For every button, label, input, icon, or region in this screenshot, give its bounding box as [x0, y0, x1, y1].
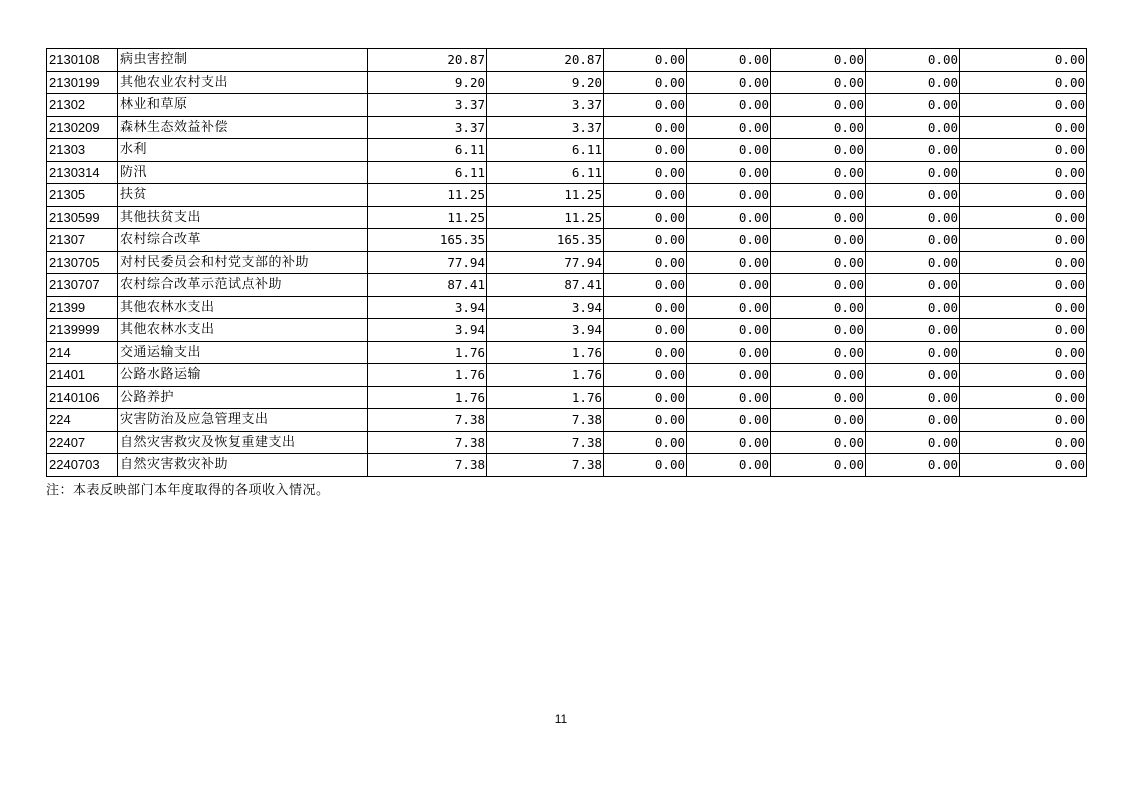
subject-name-cell: 自然灾害救灾及恢复重建支出: [118, 431, 368, 454]
amount-cell: 0.00: [771, 229, 866, 252]
amount-cell: 7.38: [368, 431, 487, 454]
income-table-body: [47, 49, 1087, 477]
amount-cell: 77.94: [368, 251, 487, 274]
amount-cell: 0.00: [866, 364, 960, 387]
subject-code-cell: 2140106: [47, 386, 118, 409]
amount-cell: 1.76: [368, 364, 487, 387]
subject-name-cell: 森林生态效益补偿: [118, 116, 368, 139]
table-row: [47, 364, 1087, 387]
amount-cell: 0.00: [687, 319, 771, 342]
amount-cell: 0.00: [960, 364, 1087, 387]
subject-code-cell: 2130705: [47, 251, 118, 274]
amount-cell: 0.00: [960, 49, 1087, 72]
amount-cell: 0.00: [687, 386, 771, 409]
income-table: [46, 48, 1087, 477]
amount-cell: 0.00: [960, 71, 1087, 94]
amount-cell: 0.00: [604, 454, 687, 477]
subject-name-cell: 交通运输支出: [118, 341, 368, 364]
subject-code-cell: 2130314: [47, 161, 118, 184]
amount-cell: 3.37: [487, 94, 604, 117]
amount-cell: 0.00: [604, 341, 687, 364]
amount-cell: 0.00: [771, 274, 866, 297]
amount-cell: 0.00: [866, 139, 960, 162]
amount-cell: 0.00: [960, 139, 1087, 162]
subject-code-cell: 22407: [47, 431, 118, 454]
amount-cell: 0.00: [771, 454, 866, 477]
amount-cell: 0.00: [687, 364, 771, 387]
amount-cell: 0.00: [687, 184, 771, 207]
subject-name-cell: 其他扶贫支出: [118, 206, 368, 229]
table-row: [47, 71, 1087, 94]
amount-cell: 0.00: [771, 71, 866, 94]
amount-cell: 0.00: [771, 49, 866, 72]
subject-name-cell: 其他农林水支出: [118, 296, 368, 319]
amount-cell: 0.00: [771, 341, 866, 364]
amount-cell: 1.76: [368, 341, 487, 364]
subject-code-cell: 2130209: [47, 116, 118, 139]
amount-cell: 1.76: [487, 386, 604, 409]
amount-cell: 0.00: [866, 296, 960, 319]
amount-cell: 0.00: [866, 206, 960, 229]
amount-cell: 6.11: [487, 139, 604, 162]
amount-cell: 11.25: [487, 184, 604, 207]
amount-cell: 87.41: [368, 274, 487, 297]
amount-cell: 0.00: [771, 386, 866, 409]
subject-code-cell: 21401: [47, 364, 118, 387]
table-row: [47, 296, 1087, 319]
subject-name-cell: 其他农业农村支出: [118, 71, 368, 94]
table-row: [47, 341, 1087, 364]
amount-cell: 3.94: [487, 296, 604, 319]
subject-code-cell: 21303: [47, 139, 118, 162]
amount-cell: 0.00: [604, 184, 687, 207]
amount-cell: 0.00: [604, 139, 687, 162]
amount-cell: 0.00: [604, 206, 687, 229]
subject-code-cell: 2240703: [47, 454, 118, 477]
amount-cell: 0.00: [866, 386, 960, 409]
page-number: 11: [554, 712, 568, 726]
amount-cell: 11.25: [368, 206, 487, 229]
amount-cell: 0.00: [604, 274, 687, 297]
amount-cell: 0.00: [771, 206, 866, 229]
subject-name-cell: 农村综合改革示范试点补助: [118, 274, 368, 297]
amount-cell: 0.00: [604, 409, 687, 432]
amount-cell: 0.00: [960, 409, 1087, 432]
table-row: [47, 431, 1087, 454]
subject-code-cell: 21399: [47, 296, 118, 319]
amount-cell: 0.00: [866, 319, 960, 342]
amount-cell: 0.00: [687, 139, 771, 162]
amount-cell: 0.00: [604, 229, 687, 252]
subject-code-cell: 2130199: [47, 71, 118, 94]
subject-name-cell: 其他农林水支出: [118, 319, 368, 342]
table-row: [47, 386, 1087, 409]
amount-cell: 0.00: [687, 431, 771, 454]
table-row: [47, 116, 1087, 139]
amount-cell: 0.00: [687, 454, 771, 477]
subject-name-cell: 扶贫: [118, 184, 368, 207]
amount-cell: 0.00: [687, 341, 771, 364]
amount-cell: 0.00: [771, 116, 866, 139]
amount-cell: 0.00: [604, 364, 687, 387]
subject-code-cell: 21305: [47, 184, 118, 207]
table-row: [47, 409, 1087, 432]
amount-cell: 0.00: [960, 94, 1087, 117]
table-row: [47, 229, 1087, 252]
table-row: [47, 274, 1087, 297]
amount-cell: 0.00: [771, 161, 866, 184]
amount-cell: 0.00: [604, 71, 687, 94]
amount-cell: 0.00: [771, 296, 866, 319]
amount-cell: 0.00: [960, 116, 1087, 139]
amount-cell: 0.00: [604, 94, 687, 117]
amount-cell: 0.00: [687, 94, 771, 117]
amount-cell: 0.00: [866, 161, 960, 184]
amount-cell: 0.00: [687, 296, 771, 319]
amount-cell: 0.00: [687, 206, 771, 229]
amount-cell: 0.00: [960, 161, 1087, 184]
table-row: [47, 94, 1087, 117]
amount-cell: 1.76: [368, 386, 487, 409]
table-row: [47, 206, 1087, 229]
subject-name-cell: 病虫害控制: [118, 49, 368, 72]
amount-cell: 3.94: [487, 319, 604, 342]
amount-cell: 3.94: [368, 319, 487, 342]
amount-cell: 0.00: [604, 251, 687, 274]
amount-cell: 11.25: [368, 184, 487, 207]
amount-cell: 0.00: [866, 454, 960, 477]
amount-cell: 0.00: [960, 319, 1087, 342]
amount-cell: 165.35: [487, 229, 604, 252]
subject-name-cell: 林业和草原: [118, 94, 368, 117]
table-row: [47, 139, 1087, 162]
amount-cell: 0.00: [960, 274, 1087, 297]
amount-cell: 0.00: [771, 431, 866, 454]
subject-code-cell: 214: [47, 341, 118, 364]
table-row: [47, 49, 1087, 72]
amount-cell: 6.11: [487, 161, 604, 184]
amount-cell: 0.00: [866, 116, 960, 139]
amount-cell: 0.00: [960, 251, 1087, 274]
subject-code-cell: 2130108: [47, 49, 118, 72]
amount-cell: 3.37: [368, 116, 487, 139]
subject-name-cell: 农村综合改革: [118, 229, 368, 252]
subject-code-cell: 2139999: [47, 319, 118, 342]
amount-cell: 0.00: [604, 319, 687, 342]
table-row: [47, 184, 1087, 207]
amount-cell: 0.00: [771, 364, 866, 387]
amount-cell: 7.38: [368, 409, 487, 432]
subject-code-cell: 2130599: [47, 206, 118, 229]
amount-cell: 6.11: [368, 139, 487, 162]
amount-cell: 0.00: [687, 71, 771, 94]
amount-cell: 0.00: [604, 116, 687, 139]
amount-cell: 0.00: [866, 409, 960, 432]
amount-cell: 0.00: [771, 251, 866, 274]
amount-cell: 20.87: [487, 49, 604, 72]
amount-cell: 0.00: [960, 341, 1087, 364]
amount-cell: 0.00: [771, 184, 866, 207]
subject-name-cell: 公路养护: [118, 386, 368, 409]
amount-cell: 9.20: [487, 71, 604, 94]
amount-cell: 9.20: [368, 71, 487, 94]
subject-code-cell: 21307: [47, 229, 118, 252]
amount-cell: 20.87: [368, 49, 487, 72]
amount-cell: 0.00: [866, 184, 960, 207]
amount-cell: 7.38: [487, 454, 604, 477]
amount-cell: 0.00: [771, 319, 866, 342]
subject-code-cell: 2130707: [47, 274, 118, 297]
subject-name-cell: 水利: [118, 139, 368, 162]
amount-cell: 0.00: [604, 386, 687, 409]
amount-cell: 0.00: [687, 49, 771, 72]
amount-cell: 0.00: [866, 431, 960, 454]
subject-name-cell: 防汛: [118, 161, 368, 184]
amount-cell: 3.37: [487, 116, 604, 139]
amount-cell: 1.76: [487, 364, 604, 387]
table-note: 注：本表反映部门本年度取得的各项收入情况。: [46, 483, 330, 498]
subject-code-cell: 21302: [47, 94, 118, 117]
amount-cell: 0.00: [866, 341, 960, 364]
amount-cell: 0.00: [687, 274, 771, 297]
amount-cell: 0.00: [866, 251, 960, 274]
subject-name-cell: 公路水路运输: [118, 364, 368, 387]
amount-cell: 7.38: [487, 409, 604, 432]
amount-cell: 165.35: [368, 229, 487, 252]
amount-cell: 0.00: [866, 229, 960, 252]
amount-cell: 0.00: [960, 431, 1087, 454]
amount-cell: 0.00: [771, 409, 866, 432]
amount-cell: 3.94: [368, 296, 487, 319]
amount-cell: 0.00: [866, 94, 960, 117]
amount-cell: 0.00: [687, 116, 771, 139]
amount-cell: 3.37: [368, 94, 487, 117]
amount-cell: 0.00: [687, 161, 771, 184]
amount-cell: 6.11: [368, 161, 487, 184]
amount-cell: 1.76: [487, 341, 604, 364]
amount-cell: 0.00: [604, 296, 687, 319]
amount-cell: 87.41: [487, 274, 604, 297]
subject-code-cell: 224: [47, 409, 118, 432]
amount-cell: 7.38: [487, 431, 604, 454]
amount-cell: 0.00: [866, 71, 960, 94]
amount-cell: 0.00: [604, 49, 687, 72]
amount-cell: 0.00: [687, 409, 771, 432]
table-row: [47, 454, 1087, 477]
amount-cell: 0.00: [771, 94, 866, 117]
amount-cell: 0.00: [771, 139, 866, 162]
subject-name-cell: 灾害防治及应急管理支出: [118, 409, 368, 432]
amount-cell: 0.00: [960, 296, 1087, 319]
table-row: [47, 161, 1087, 184]
amount-cell: 77.94: [487, 251, 604, 274]
amount-cell: 0.00: [960, 386, 1087, 409]
subject-name-cell: 对村民委员会和村党支部的补助: [118, 251, 368, 274]
table-row: [47, 319, 1087, 342]
amount-cell: 0.00: [960, 454, 1087, 477]
table-row: [47, 251, 1087, 274]
amount-cell: 0.00: [604, 431, 687, 454]
amount-cell: 7.38: [368, 454, 487, 477]
subject-name-cell: 自然灾害救灾补助: [118, 454, 368, 477]
amount-cell: 0.00: [866, 274, 960, 297]
amount-cell: 0.00: [687, 251, 771, 274]
amount-cell: 0.00: [604, 161, 687, 184]
amount-cell: 0.00: [960, 184, 1087, 207]
amount-cell: 0.00: [960, 229, 1087, 252]
amount-cell: 0.00: [687, 229, 771, 252]
amount-cell: 11.25: [487, 206, 604, 229]
amount-cell: 0.00: [960, 206, 1087, 229]
amount-cell: 0.00: [866, 49, 960, 72]
